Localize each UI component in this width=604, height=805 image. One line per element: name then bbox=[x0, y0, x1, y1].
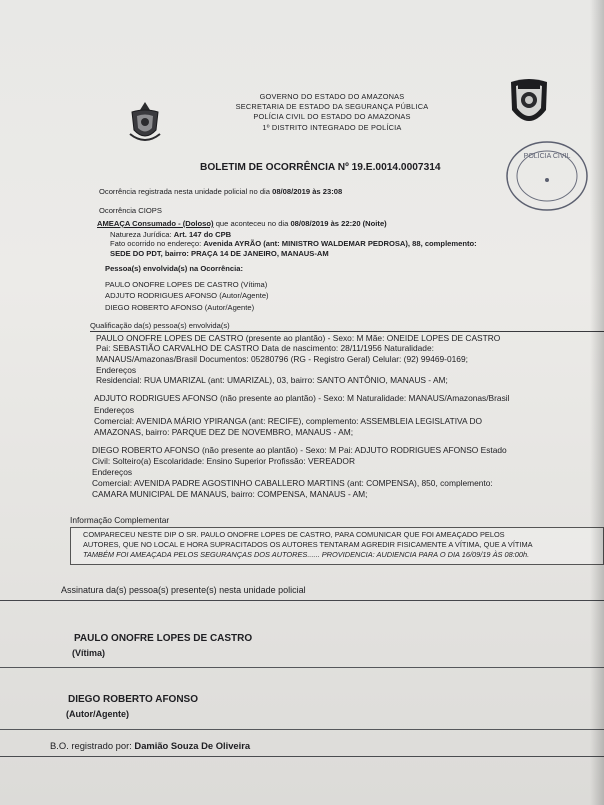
footer-label: B.O. registrado por: bbox=[50, 740, 132, 751]
p1-line-3: MANAUS/Amazonas/Brasil Documentos: 05280796 (RG - Registro Geral) Celular: (92) 99469-0169; bbox=[96, 354, 468, 364]
natureza-label: Natureza Jurídica: bbox=[110, 230, 172, 239]
local-value-2: SEDE DO PDT, bairro: PRAÇA 14 DE JANEIRO, MANAUS-AM bbox=[110, 249, 329, 258]
crime-date: 08/08/2019 às 22:20 (Noite) bbox=[290, 219, 387, 228]
document-title: BOLETIM DE OCORRÊNCIA Nº 19.E.0014.0007314 bbox=[200, 162, 441, 173]
stamp-text: POLÍCIA CIVIL bbox=[523, 153, 571, 160]
p3-line-5: CAMARA MUNICIPAL DE MANAUS, bairro: COMPENSA, MANAUS - AM; bbox=[92, 489, 368, 499]
official-stamp-icon bbox=[504, 138, 590, 214]
p2-line-3: Comercial: AVENIDA MÁRIO YPIRANGA (ant: RECIFE), complemento: ASSEMBLEIA LEGISLATIVA DO bbox=[94, 416, 483, 426]
informacao-line-1: COMPARECEU NESTE DIP O SR. PAULO ONOFRE LOPES DE CASTRO, PARA COMUNICAR QUE FOI AMEAÇADO PELOS bbox=[83, 530, 505, 539]
natureza-line bbox=[110, 231, 231, 239]
informacao-line-3: TAMBÉM FOI AMEAÇADA PELOS SEGURANÇAS DOS AUTORES...... PROVIDENCIA: AUDIENCIA PARA O DIA 16/09/19 ÀS 08:00h. bbox=[83, 550, 530, 559]
ocorrencia-label: Ocorrência CIOPS bbox=[99, 206, 162, 215]
signature-2-line bbox=[0, 729, 604, 730]
envolvido-3: DIEGO ROBERTO AFONSO (Autor/Agente) bbox=[105, 303, 255, 312]
envolvido-1: PAULO ONOFRE LOPES DE CASTRO (Vítima) bbox=[105, 280, 268, 289]
signature-2-name: DIEGO ROBERTO AFONSO bbox=[68, 694, 199, 705]
signature-divider bbox=[0, 600, 604, 601]
paper-edge-shadow bbox=[590, 0, 604, 805]
footer-line bbox=[50, 741, 250, 750]
p1-line-2: Pai: SEBASTIÃO CARVALHO DE CASTRO Data de nascimento: 28/11/1956 Naturalidade: bbox=[96, 343, 434, 353]
signature-1-line bbox=[0, 667, 604, 668]
registration-info bbox=[99, 188, 342, 196]
qualificacao-heading: Qualificação da(s) pessoa(s) envolvida(s) bbox=[90, 321, 230, 330]
policia-civil-badge-icon bbox=[508, 76, 550, 132]
footer-name: Damião Souza De Oliveira bbox=[134, 740, 251, 751]
p1-line-1: PAULO ONOFRE LOPES DE CASTRO (presente ao plantão) - Sexo: M Mãe: ONEIDE LOPES DE CASTRO bbox=[96, 333, 501, 343]
informacao-heading: Informação Complementar bbox=[70, 515, 170, 525]
crime-text: que aconteceu no dia bbox=[215, 219, 289, 228]
local-label: Fato ocorrido no endereço: bbox=[110, 239, 202, 248]
divider-line bbox=[90, 331, 604, 332]
registration-text: Ocorrência registrada nesta unidade policial no dia bbox=[99, 187, 270, 196]
signature-1-name: PAULO ONOFRE LOPES DE CASTRO bbox=[74, 633, 253, 644]
header-line-4: 1º DISTRITO INTEGRADO DE POLÍCIA bbox=[262, 123, 402, 132]
header-line-3: POLÍCIA CIVIL DO ESTADO DO AMAZONAS bbox=[253, 112, 411, 121]
local-line-1 bbox=[110, 240, 477, 248]
p3-line-4: Comercial: AVENIDA PADRE AGOSTINHO CABALLERO MARTINS (ant: COMPENSA), 850, complemento: bbox=[92, 478, 493, 488]
p1-line-5: Residencial: RUA UMARIZAL (ant: UMARIZAL), 03, bairro: SANTO ANTÔNIO, MANAUS - AM; bbox=[96, 375, 448, 385]
p3-line-3: Endereços bbox=[92, 467, 133, 477]
crime-line bbox=[97, 220, 387, 228]
p2-line-1: ADJUTO RODRIGUES AFONSO (não presente ao plantão) - Sexo: M Naturalidade: MANAUS/Amazonas/Brasil bbox=[94, 393, 510, 403]
header-line-1: GOVERNO DO ESTADO DO AMAZONAS bbox=[259, 92, 405, 101]
local-value-1: Avenida AYRÃO (ant: MINISTRO WALDEMAR PEDROSA), 88, complemento: bbox=[203, 239, 477, 248]
signature-1-role: (Vítima) bbox=[72, 648, 106, 658]
p2-line-2: Endereços bbox=[94, 405, 135, 415]
registration-date: 08/08/2019 às 23:08 bbox=[272, 187, 343, 196]
amazonas-coat-of-arms-icon bbox=[128, 100, 162, 146]
informacao-box bbox=[70, 527, 604, 565]
signature-2-role: (Autor/Agente) bbox=[66, 709, 129, 719]
crime-name: AMEAÇA Consumado - (Doloso) bbox=[97, 219, 214, 228]
p3-line-2: Civil: Solteiro(a) Escolaridade: Ensino Superior Profissão: VEREADOR bbox=[92, 456, 355, 466]
envolvido-2: ADJUTO RODRIGUES AFONSO (Autor/Agente) bbox=[105, 291, 269, 300]
p2-line-4: AMAZONAS, bairro: PARQUE DEZ DE NOVEMBRO, MANAUS - AM; bbox=[94, 427, 354, 437]
p3-line-1: DIEGO ROBERTO AFONSO (não presente ao plantão) - Sexo: M Pai: ADJUTO RODRIGUES AFONSO Estado bbox=[92, 445, 507, 455]
informacao-line-2: AUTORES, QUE NO LOCAL E HORA SUPRACITADOS OS AUTORES TENTARAM AGREDIR FISICAMENTE A VÍTIMA, QUE A VÍTIMA bbox=[83, 540, 533, 549]
header-line-2: SECRETARIA DE ESTADO DA SEGURANÇA PÚBLICA bbox=[235, 102, 429, 111]
p1-line-4: Endereços bbox=[96, 365, 137, 375]
assinatura-heading: Assinatura da(s) pessoa(s) presente(s) nesta unidade policial bbox=[61, 585, 306, 595]
natureza-value: Art. 147 do CPB bbox=[173, 230, 232, 239]
envolvidos-heading: Pessoa(s) envolvida(s) na Ocorrência: bbox=[105, 264, 244, 273]
footer-divider bbox=[0, 756, 604, 757]
